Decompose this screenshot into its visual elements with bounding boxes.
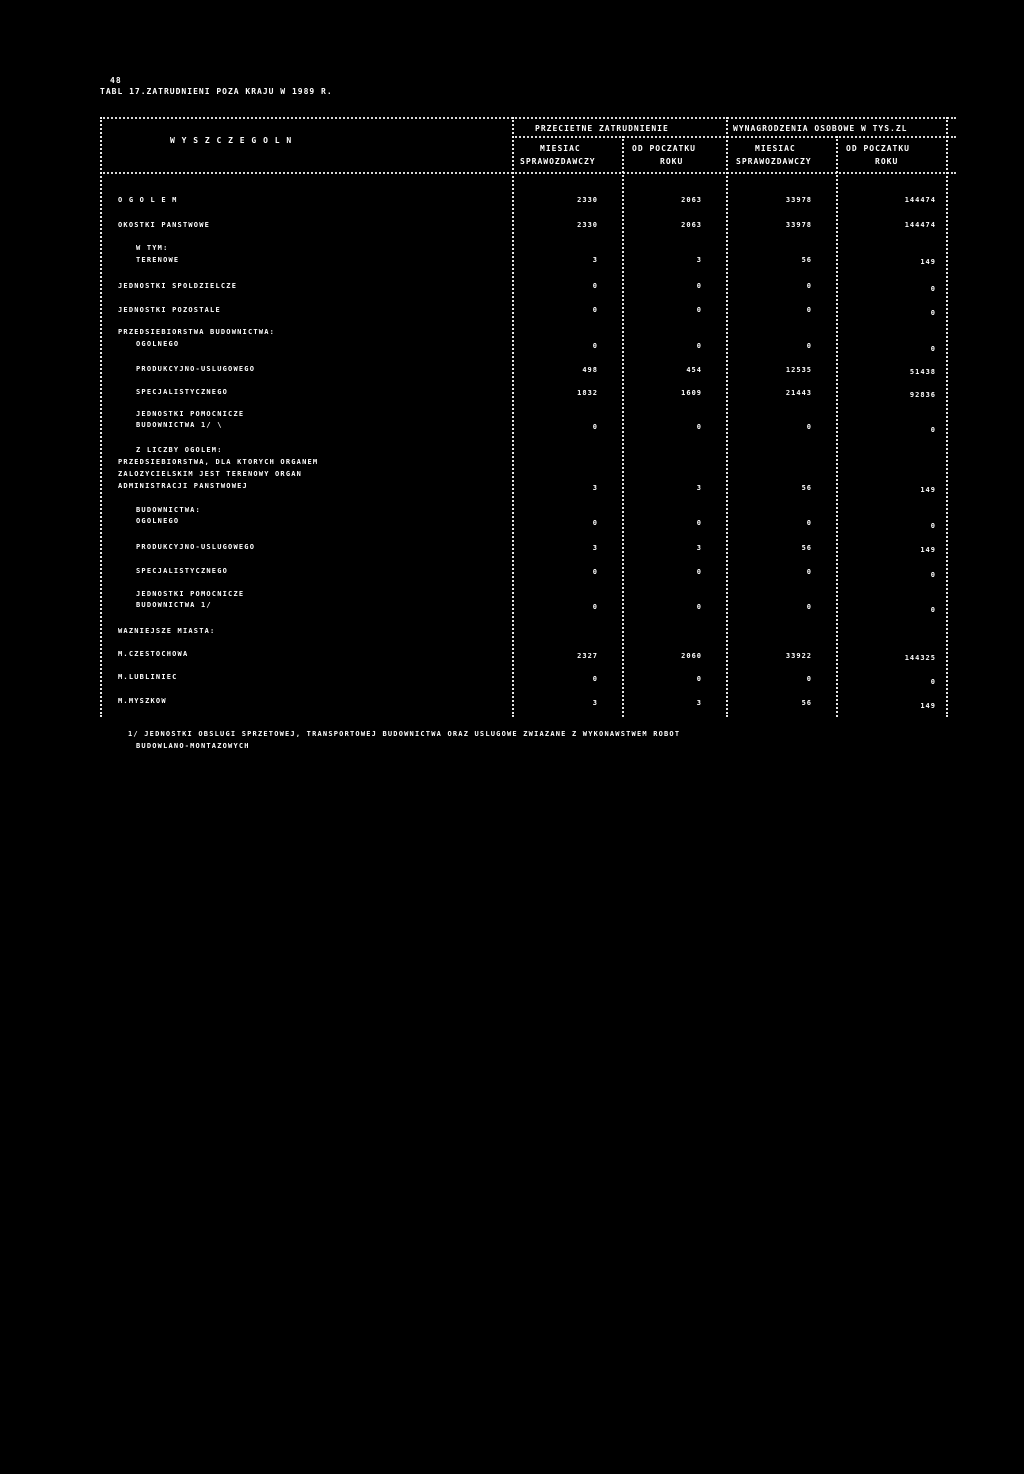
cell-value: 1832 (577, 389, 598, 397)
cell-value: 2330 (577, 221, 598, 229)
cell-value: 3 (696, 544, 702, 552)
row-label: W TYM: (136, 244, 169, 252)
cell-value: 0 (930, 345, 936, 353)
cell-value: 0 (806, 423, 812, 431)
cell-value: 0 (806, 306, 812, 314)
row-label: WAZNIEJSZE MIASTA: (118, 627, 216, 635)
cell-value: 12535 (785, 366, 812, 374)
row-label: JEDNOSTKI POMOCNICZE (136, 410, 245, 418)
cell-value: 498 (582, 366, 598, 374)
row-label: ZALOZYCIELSKIM JEST TERENOWY ORGAN (118, 470, 303, 478)
row-label: PRODUKCYJNO-USLUGOWEGO (136, 543, 256, 551)
row-label: M.CZESTOCHOWA (118, 650, 189, 658)
cell-value: 33922 (785, 652, 812, 660)
cell-value: 3 (696, 484, 702, 492)
cell-value: 149 (920, 258, 936, 266)
cell-value: 0 (930, 571, 936, 579)
cell-value: 0 (930, 522, 936, 530)
row-label: M.LUBLINIEC (118, 673, 178, 681)
page-number: 48 (110, 76, 122, 85)
cell-value: 0 (806, 675, 812, 683)
cell-value: 51438 (909, 368, 936, 376)
header-group-zatrudnienie: PRZECIETNE ZATRUDNIENIE (535, 124, 669, 133)
col-rule-right (946, 117, 948, 717)
header-group-wynagrodzenia: WYNAGRODZENIA OSOBOWE W TYS.ZL (733, 124, 908, 133)
cell-value: 0 (806, 282, 812, 290)
cell-value: 56 (801, 484, 812, 492)
cell-value: 21443 (785, 389, 812, 397)
cell-value: 3 (696, 256, 702, 264)
table-title: TABL 17.ZATRUDNIENI POZA KRAJU W 1989 R. (100, 87, 333, 96)
col-rule-left (100, 117, 102, 717)
cell-value: 0 (592, 423, 598, 431)
cell-value: 0 (696, 568, 702, 576)
row-label: BUDOWNICTWA 1/ (136, 601, 212, 609)
row-label: OGOLNEGO (136, 517, 180, 525)
cell-value: 0 (696, 603, 702, 611)
cell-value: 0 (592, 306, 598, 314)
cell-value: 3 (592, 256, 598, 264)
rule-header-bottom (100, 172, 956, 174)
cell-value: 2063 (681, 221, 702, 229)
cell-value: 0 (592, 342, 598, 350)
cell-value: 0 (696, 423, 702, 431)
cell-value: 0 (592, 675, 598, 683)
row-label: TERENOWE (136, 256, 180, 264)
header-miesiac-1: MIESIAC (540, 144, 581, 153)
cell-value: 56 (801, 544, 812, 552)
cell-value: 0 (592, 568, 598, 576)
cell-value: 0 (930, 285, 936, 293)
cell-value: 0 (592, 519, 598, 527)
cell-value: 0 (806, 342, 812, 350)
row-label: OGOLNEGO (136, 340, 180, 348)
cell-value: 0 (592, 603, 598, 611)
cell-value: 149 (920, 546, 936, 554)
cell-value: 0 (696, 519, 702, 527)
cell-value: 0 (592, 282, 598, 290)
cell-value: 3 (696, 699, 702, 707)
cell-value: 144474 (904, 221, 936, 229)
cell-value: 0 (696, 306, 702, 314)
cell-value: 0 (696, 342, 702, 350)
header-sprawozdawczy-2: SPRAWOZDAWCZY (736, 157, 812, 166)
col-rule-3 (726, 117, 728, 717)
cell-value: 33978 (785, 221, 812, 229)
row-label: SPECJALISTYCZNEGO (136, 388, 229, 396)
col-rule-1 (512, 117, 514, 717)
row-label: O G O L E M (118, 196, 178, 204)
header-od-poczatku-2: OD POCZATKU (846, 144, 910, 153)
row-label: M.MYSZKOW (118, 697, 167, 705)
footnote-line-2: BUDOWLANO-MONTAZOWYCH (136, 742, 250, 750)
cell-value: 0 (930, 426, 936, 434)
header-roku-2: ROKU (875, 157, 899, 166)
row-label: JEDNOSTKI SPOLDZIELCZE (118, 282, 238, 290)
cell-value: 3 (592, 544, 598, 552)
row-label: PRZEDSIEBIORSTWA BUDOWNICTWA: (118, 328, 276, 336)
footnote-line-1: 1/ JEDNOSTKI OBSLUGI SPRZETOWEJ, TRANSPORTOWEJ BUDOWNICTWA ORAZ USLUGOWE ZWIAZANE Z WYKONAWSTWEM ROBOT (128, 730, 681, 738)
cell-value: 56 (801, 256, 812, 264)
row-label: JEDNOSTKI POMOCNICZE (136, 590, 245, 598)
cell-value: 0 (806, 603, 812, 611)
cell-value: 454 (686, 366, 702, 374)
cell-value: 56 (801, 699, 812, 707)
header-od-poczatku-1: OD POCZATKU (632, 144, 696, 153)
cell-value: 2060 (681, 652, 702, 660)
cell-value: 0 (696, 675, 702, 683)
cell-value: 0 (696, 282, 702, 290)
row-label: Z LICZBY OGOLEM: (136, 446, 223, 454)
cell-value: 2330 (577, 196, 598, 204)
rule-top (100, 117, 956, 119)
row-label: JEDNOSTKI POZOSTALE (118, 306, 221, 314)
cell-value: 0 (930, 678, 936, 686)
col-rule-4 (836, 136, 838, 717)
rule-group-split (512, 136, 956, 138)
cell-value: 0 (806, 519, 812, 527)
cell-value: 33978 (785, 196, 812, 204)
cell-value: 149 (920, 486, 936, 494)
row-label: PRODUKCYJNO-USLUGOWEGO (136, 365, 256, 373)
row-label: OKOSTKI PANSTWOWE (118, 221, 211, 229)
cell-value: 1609 (681, 389, 702, 397)
cell-value: 0 (930, 309, 936, 317)
row-label: PRZEDSIEBIORSTWA, DLA KTORYCH ORGANEM (118, 458, 319, 466)
row-label: ADMINISTRACJI PANSTWOWEJ (118, 482, 248, 490)
cell-value: 0 (930, 606, 936, 614)
cell-value: 149 (920, 702, 936, 710)
header-miesiac-2: MIESIAC (755, 144, 796, 153)
cell-value: 2063 (681, 196, 702, 204)
cell-value: 3 (592, 699, 598, 707)
row-label: BUDOWNICTWA: (136, 506, 201, 514)
cell-value: 3 (592, 484, 598, 492)
row-label: SPECJALISTYCZNEGO (136, 567, 229, 575)
col-rule-2 (622, 136, 624, 717)
row-label: BUDOWNICTWA 1/ \ (136, 421, 223, 429)
cell-value: 92836 (909, 391, 936, 399)
cell-value: 144474 (904, 196, 936, 204)
cell-value: 144325 (904, 654, 936, 662)
cell-value: 0 (806, 568, 812, 576)
header-wyszczegolnienie: W Y S Z C Z E G O L N (170, 136, 293, 145)
header-sprawozdawczy-1: SPRAWOZDAWCZY (520, 157, 596, 166)
cell-value: 2327 (577, 652, 598, 660)
header-roku-1: ROKU (660, 157, 684, 166)
